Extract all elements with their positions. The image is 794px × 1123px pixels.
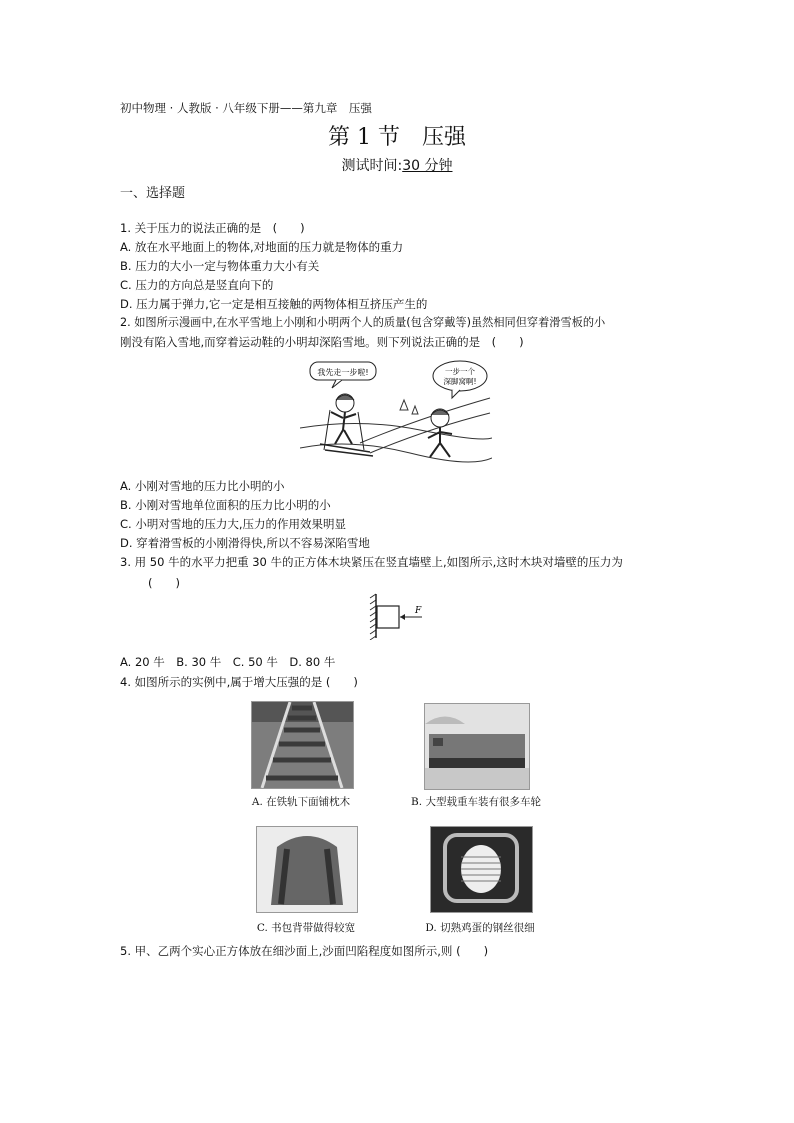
q2-option-b: B. 小刚对雪地单位面积的压力比小明的小 <box>120 498 331 512</box>
skiing-cartoon-drawing <box>300 358 492 468</box>
page-title: 第 1 节 压强 <box>328 125 466 150</box>
q2-stem-2: 刚没有陷入雪地,而穿着运动鞋的小明却深陷雪地。则下列说法正确的是 ( ) <box>120 335 524 349</box>
force-label: F <box>415 606 422 616</box>
caption-c: C. 书包背带做得较宽 <box>256 922 356 934</box>
q2-option-c: C. 小明对雪地的压力大,压力的作用效果明显 <box>120 517 346 531</box>
q2-option-a: A. 小刚对雪地的压力比小明的小 <box>120 479 285 493</box>
bubble-left-text: 我先走一步啦! <box>317 368 369 377</box>
q4-stem: 4. 如图所示的实例中,属于增大压强的是 ( ) <box>120 675 358 689</box>
egg-slicer-photo <box>430 826 533 913</box>
truck-photo <box>424 703 530 790</box>
bubble-right-text-2: 深脚窝啊! <box>443 377 477 386</box>
q5-stem: 5. 甲、乙两个实心正方体放在细沙面上,沙面凹陷程度如图所示,则 ( ) <box>120 944 489 958</box>
wall-block-diagram <box>368 592 428 640</box>
wall-block-figure <box>368 592 428 640</box>
q1-option-c: C. 压力的方向总是竖直向下的 <box>120 278 274 292</box>
q1-option-d: D. 压力属于弹力,它一定是相互接触的两物体相互挤压产生的 <box>120 297 428 311</box>
railway-photo <box>251 701 354 789</box>
q1-stem: 1. 关于压力的说法正确的是 ( ) <box>120 221 305 235</box>
skiing-cartoon <box>300 358 492 468</box>
test-time-label: 测试时间: <box>341 158 403 174</box>
caption-a: A. 在铁轨下面铺枕木 <box>251 796 351 808</box>
backpack-photo <box>256 826 358 913</box>
q3-stem-1: 3. 用 50 牛的水平力把重 30 牛的正方体木块紧压在竖直墙壁上,如图所示,这时木块对墙壁的压力为 <box>120 555 623 569</box>
caption-b: B. 大型载重车装有很多车轮 <box>411 796 541 808</box>
caption-d: D. 切熟鸡蛋的钢丝很细 <box>425 922 535 934</box>
test-time <box>0 155 794 175</box>
bubble-right-text-1: 一步一个 <box>445 367 475 376</box>
section-heading: 一、选择题 <box>120 186 186 201</box>
q2-option-d: D. 穿着滑雪板的小刚滑得快,所以不容易深陷雪地 <box>120 536 370 550</box>
q3-options: A. 20 牛 B. 30 牛 C. 50 牛 D. 80 牛 <box>120 655 336 669</box>
q1-option-b: B. 压力的大小一定与物体重力大小有关 <box>120 259 320 273</box>
test-time-value: 30 分钟 <box>402 158 453 174</box>
q3-stem-2: ( ) <box>148 576 180 590</box>
q1-option-a: A. 放在水平地面上的物体,对地面的压力就是物体的重力 <box>120 240 404 254</box>
doc-header: 初中物理 · 人教版 · 八年级下册——第九章 压强 <box>120 101 372 115</box>
q2-stem-1: 2. 如图所示漫画中,在水平雪地上小刚和小明两个人的质量(包含穿戴等)虽然相同但穿着滑雪板的小 <box>120 316 606 329</box>
